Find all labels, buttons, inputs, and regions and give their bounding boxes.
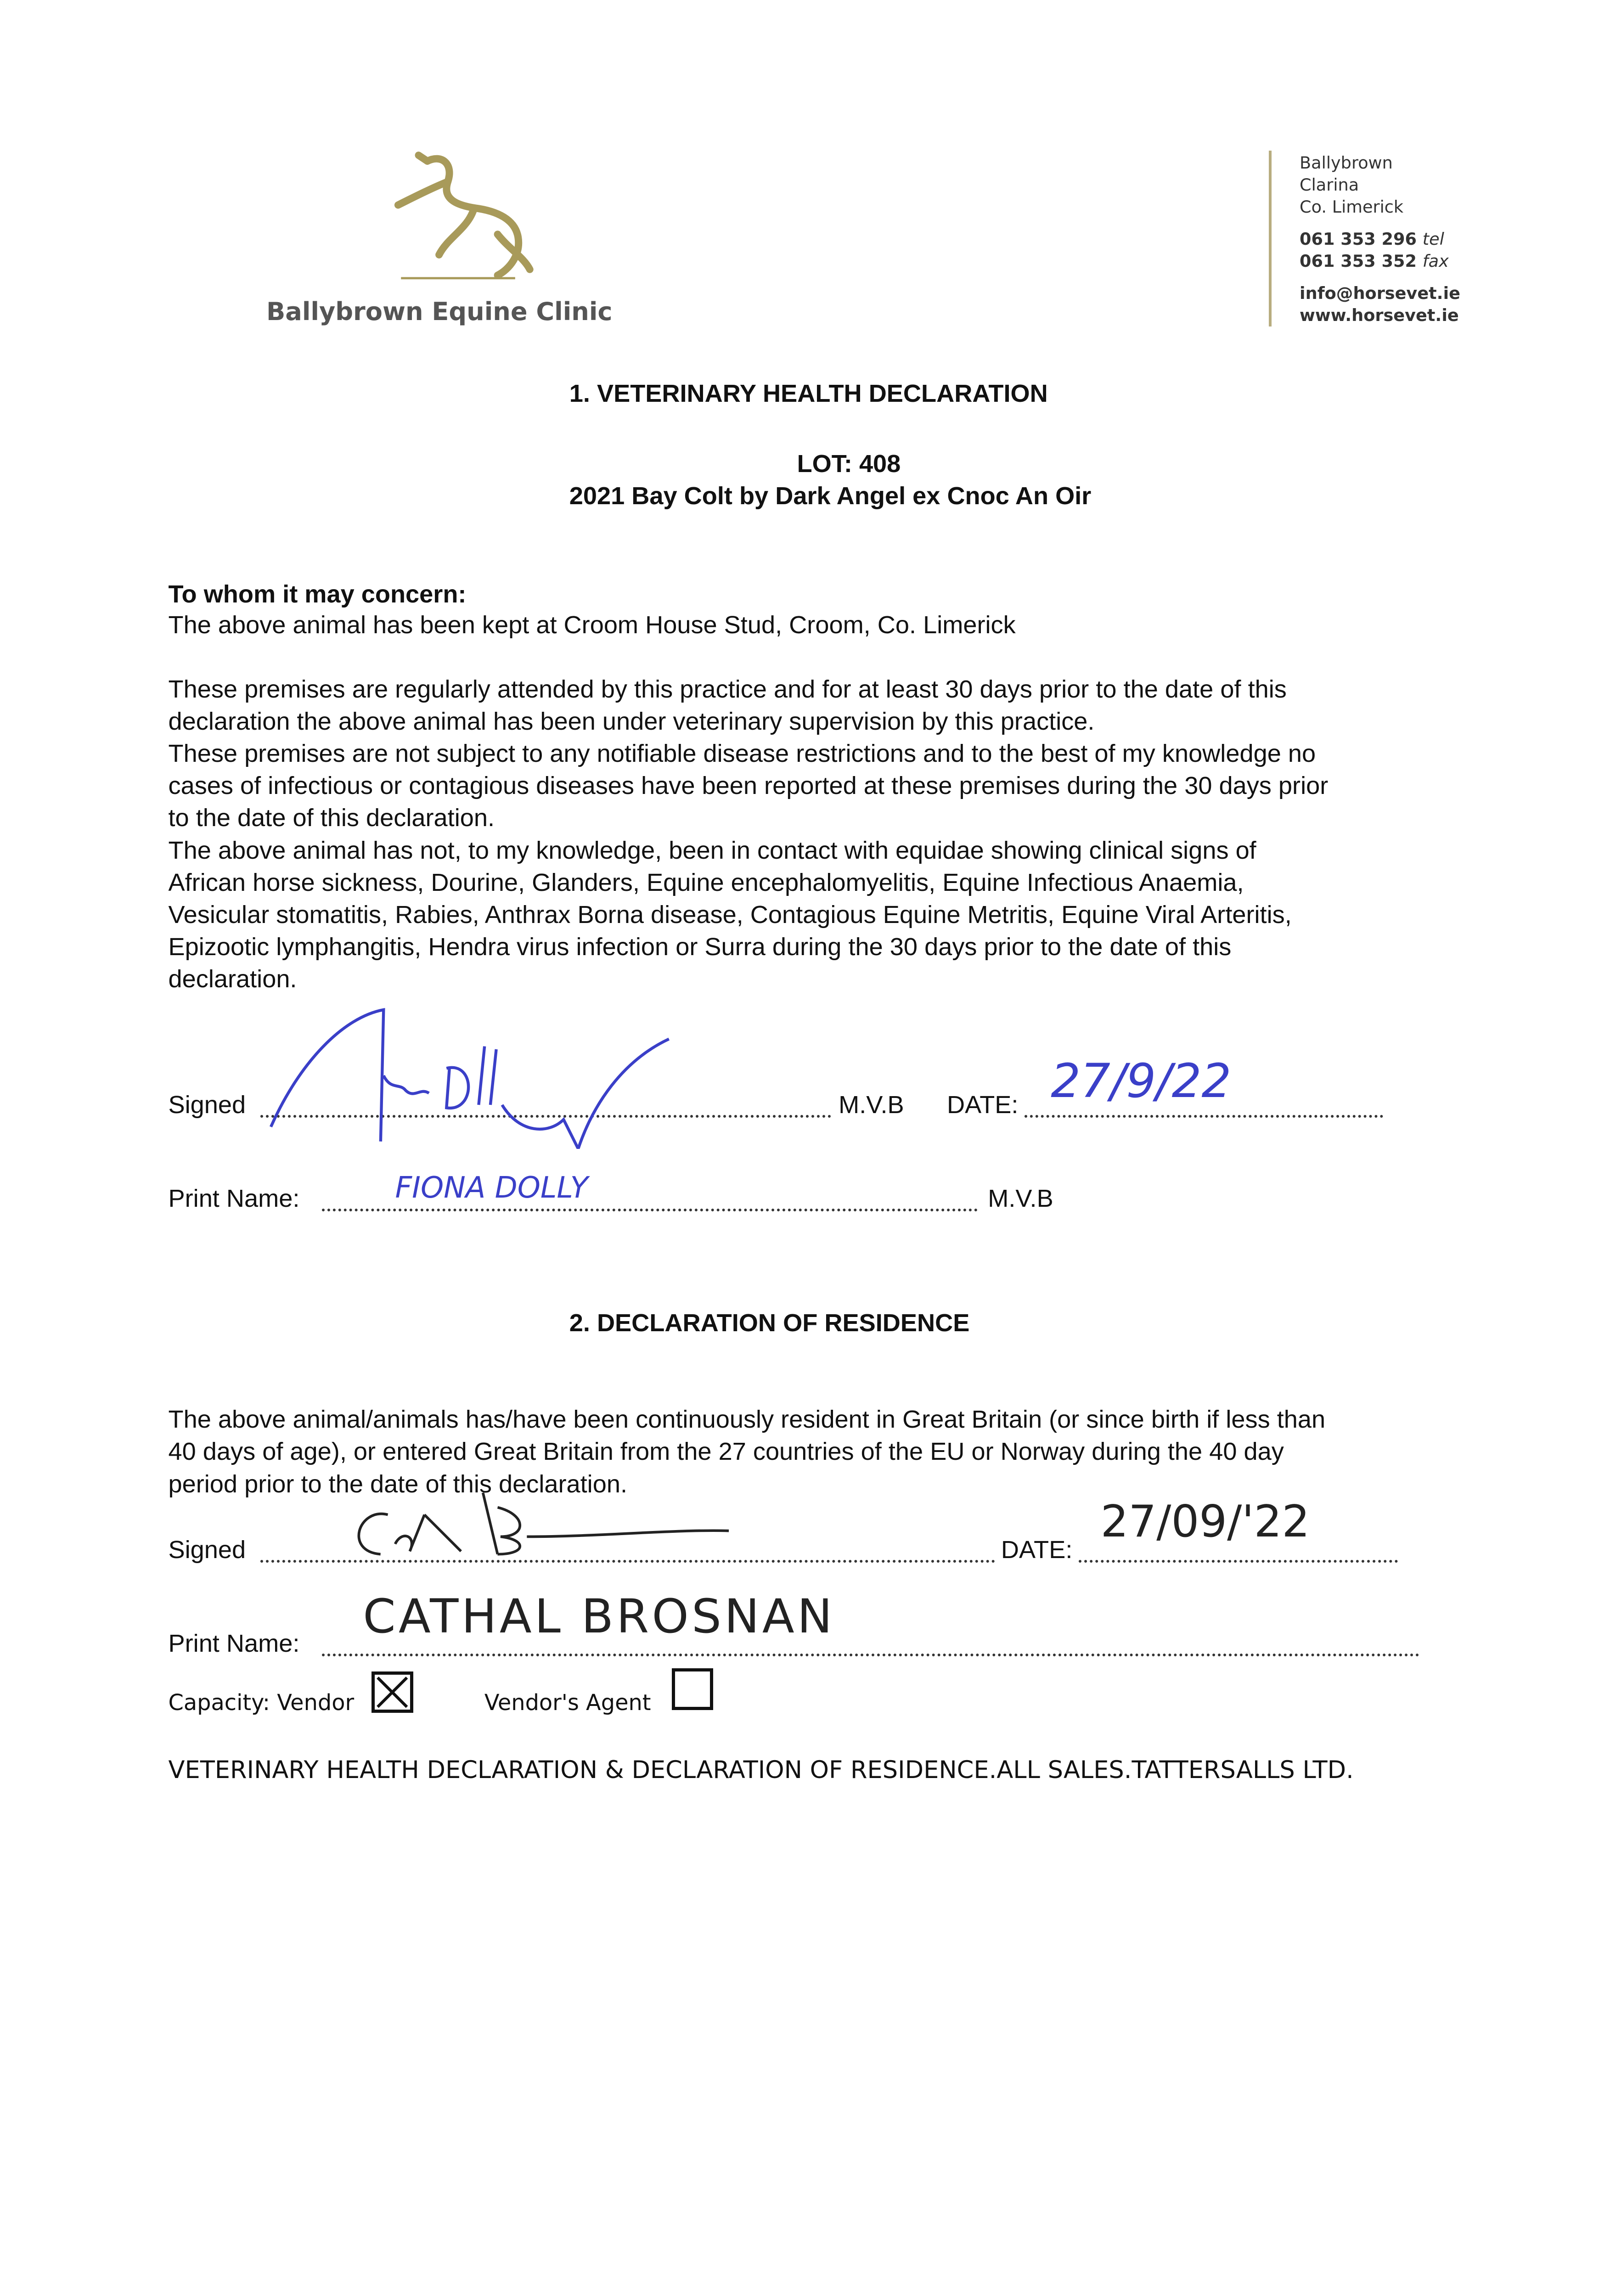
declaration-paragraph	[169, 673, 1329, 995]
website-link[interactable]: www.horsevet.ie	[1300, 305, 1459, 325]
footer-text: VETERINARY HEALTH DECLARATION & DECLARATION OF RESIDENCE.ALL SALES.TATTERSALLS LTD.	[168, 1756, 1354, 1784]
signed-label: Signed	[168, 1536, 246, 1564]
date-value: 27/9/22	[1051, 1053, 1232, 1109]
agent-label: Vendor's Agent	[484, 1690, 651, 1716]
signed-label: Signed	[168, 1091, 246, 1119]
lot-number: LOT: 408	[797, 450, 901, 478]
print-name-value: CATHAL BROSNAN	[363, 1589, 835, 1644]
fax-label: fax	[1422, 251, 1449, 271]
text-line: The above animal has not, to my knowledge, been in contact with equidae showing clinical signs of	[168, 836, 1256, 864]
address-line: Co. Limerick	[1300, 197, 1404, 217]
salutation: To whom it may concern:	[168, 580, 467, 608]
date-label: DATE:	[946, 1091, 1019, 1119]
clinic-name: Ballybrown Equine Clinic	[266, 297, 613, 326]
email-link[interactable]: info@horsevet.ie	[1300, 283, 1461, 304]
agent-checkbox[interactable]	[672, 1668, 713, 1710]
horse-logo-icon	[383, 146, 537, 286]
vet-signature	[256, 1002, 681, 1149]
text-line: Epizootic lymphangitis, Hendra virus infection or Surra during the 30 days prior to the date of this	[168, 933, 1232, 961]
mvb-label: M.V.B	[988, 1185, 1053, 1213]
address-line: Ballybrown	[1300, 153, 1393, 173]
vendor-checkbox[interactable]	[372, 1671, 413, 1713]
text-line: 40 days of age), or entered Great Britain from the 27 countries of the EU or Norway during the 40 day	[168, 1438, 1284, 1466]
kept-at: The above animal has been kept at Croom House Stud, Croom, Co. Limerick	[168, 611, 1016, 639]
horse-description: 2021 Bay Colt by Dark Angel ex Cnoc An Oir	[569, 482, 1092, 510]
section2-heading: 2. DECLARATION OF RESIDENCE	[569, 1309, 970, 1337]
address-line: Clarina	[1300, 175, 1359, 195]
text-line: period prior to the date of this declaration.	[168, 1470, 627, 1498]
text-line: declaration the above animal has been under veterinary supervision by this practice.	[168, 708, 1095, 736]
tel-line	[1300, 228, 1460, 250]
vendor-signature	[337, 1463, 746, 1573]
capacity-label: Capacity: Vendor	[168, 1690, 355, 1716]
fax-number: 061 353 352	[1300, 251, 1417, 271]
print-name-line[interactable]	[322, 1209, 978, 1211]
date-label: DATE:	[1001, 1536, 1073, 1564]
text-line: declaration.	[168, 965, 297, 993]
print-name-value: FIONA DOLLY	[395, 1171, 588, 1205]
print-name-label: Print Name:	[168, 1185, 300, 1213]
text-line: These premises are not subject to any notifiable disease restrictions and to the best of my knowledge no	[168, 740, 1316, 768]
section1-heading: 1. VETERINARY HEALTH DECLARATION	[569, 380, 1048, 408]
text-line: The above animal/animals has/have been continuously resident in Great Britain (or since birth if less than	[168, 1406, 1326, 1434]
tel-label: tel	[1422, 229, 1444, 249]
mvb-label: M.V.B	[839, 1091, 904, 1119]
date-line[interactable]	[1079, 1560, 1398, 1563]
text-line: These premises are regularly attended by this practice and for at least 30 days prior to the date of this	[168, 675, 1287, 703]
text-line: to the date of this declaration.	[168, 804, 495, 832]
text-line: Vesicular stomatitis, Rabies, Anthrax Borna disease, Contagious Equine Metritis, Equine Viral Arteritis,	[168, 900, 1292, 929]
print-name-label: Print Name:	[168, 1629, 300, 1657]
date-line[interactable]	[1025, 1115, 1383, 1118]
address-block	[1300, 152, 1460, 326]
text-line: African horse sickness, Dourine, Glanders, Equine encephalomyelitis, Equine Infectious Anaemia,	[168, 868, 1244, 896]
print-name-line[interactable]	[322, 1654, 1419, 1656]
checkmark-x-icon	[375, 1675, 410, 1710]
header-divider	[1269, 151, 1272, 326]
date-value: 27/09/'22	[1100, 1496, 1310, 1548]
tel-number: 061 353 296	[1300, 229, 1417, 249]
fax-line	[1300, 250, 1460, 272]
text-line: cases of infectious or contagious diseases have been reported at these premises during the 30 days prior	[168, 772, 1329, 800]
